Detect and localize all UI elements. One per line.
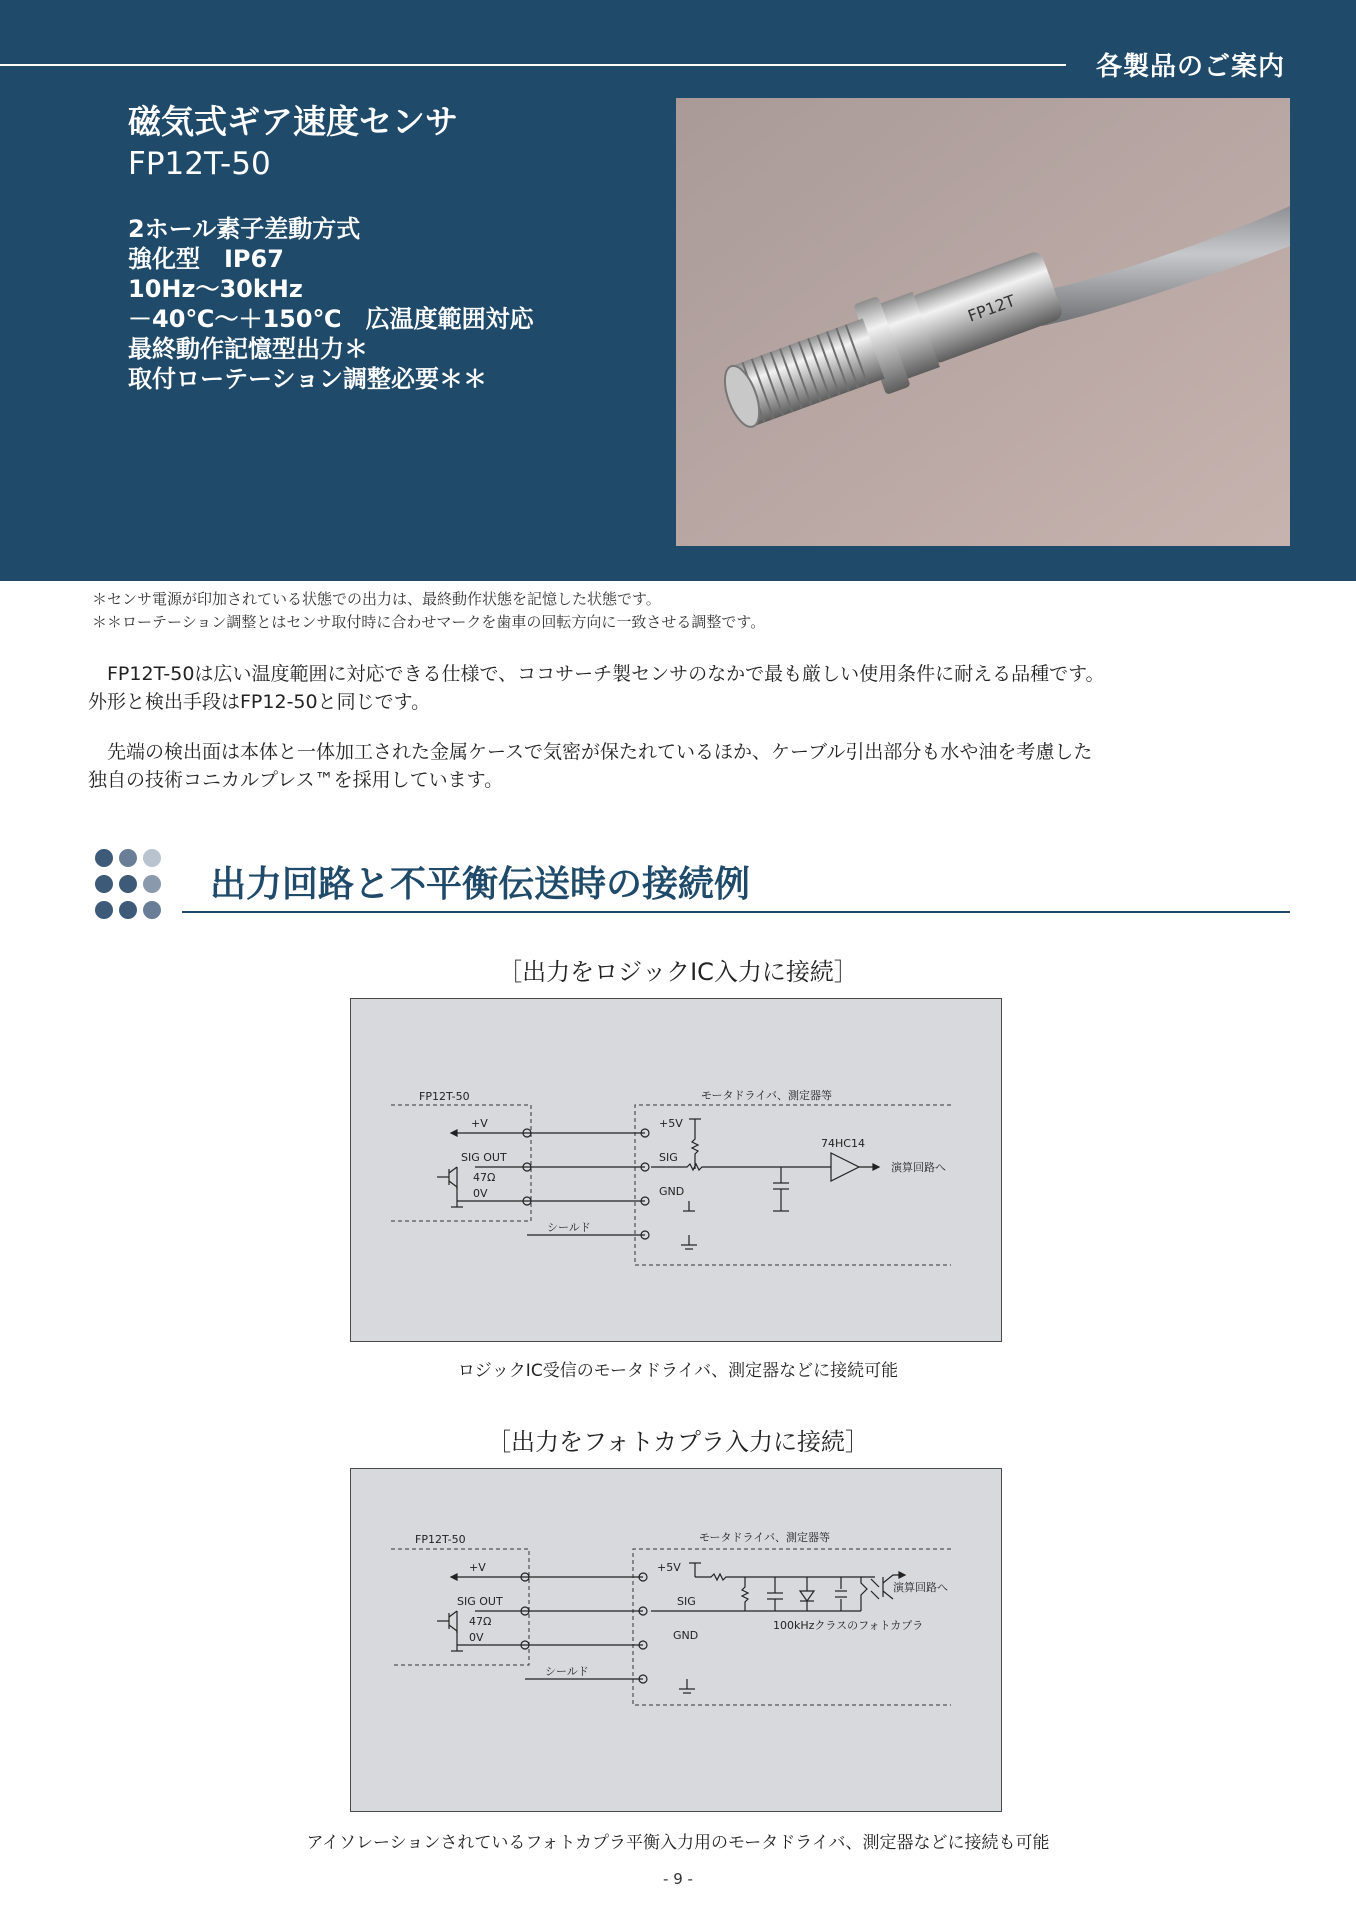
figure1-title: ［出力をロジックIC入力に接続］ <box>498 958 858 986</box>
rx-sig-label: SIG <box>677 1595 696 1608</box>
rx-5v-label: +5V <box>659 1117 683 1130</box>
driver-label: モータドライバ、測定器等 <box>701 1089 833 1102</box>
paragraph-line: 先端の検出面は本体と一体加工された金属ケースで気密が保たれているほか、ケーブル引出部分も水や油を考慮した <box>88 741 1093 763</box>
feature-list <box>128 214 534 394</box>
resistor-label: 47Ω <box>473 1171 496 1184</box>
feature-item: 取付ローテーション調整必要＊＊ <box>128 365 488 393</box>
footnotes <box>92 588 765 634</box>
feature-item: 10Hz〜30kHz <box>128 275 303 303</box>
section-label: 各製品のご案内 <box>1096 52 1286 82</box>
heading-rule <box>182 911 1290 913</box>
rx-gnd-label: GND <box>673 1629 699 1642</box>
rx-sig-label: SIG <box>659 1151 678 1164</box>
pin-v-label: +V <box>469 1561 486 1574</box>
figure2-circuit <box>350 1468 1002 1812</box>
sensor-label: FP12T-50 <box>419 1090 470 1103</box>
figure2-caption: アイソレーションされているフォトカプラ平衡入力用のモータドライバ、測定器などに接続も可能 <box>306 1833 1050 1853</box>
pin-sig-out-label: SIG OUT <box>461 1151 507 1164</box>
paragraph-1 <box>88 660 1288 716</box>
paragraph-line: 独自の技術コニカルプレス™を採用しています。 <box>88 769 504 791</box>
shield-label: シールド <box>547 1221 591 1234</box>
feature-item: 2ホール素子差動方式 <box>128 215 361 243</box>
product-model: FP12T-50 <box>128 146 271 182</box>
paragraph-line: FP12T-50は広い温度範囲に対応できる仕様で、ココサーチ製センサのなかで最も厳しい使用条件に耐える品種です。 <box>88 663 1105 685</box>
feature-item: －40℃〜＋150℃ 広温度範囲対応 <box>128 305 534 333</box>
photo-label: FP12T <box>965 290 1018 326</box>
section-heading: 出力回路と不平衡伝送時の接続例 <box>210 864 751 905</box>
hero-banner <box>0 0 1356 581</box>
figure1-circuit <box>350 998 1002 1342</box>
pin-0v-label: 0V <box>469 1631 484 1644</box>
paragraph-line: 外形と検出手段はFP12-50と同じです。 <box>88 691 431 713</box>
pin-v-label: +V <box>471 1117 488 1130</box>
pin-sig-out-label: SIG OUT <box>457 1595 503 1608</box>
output-label: 演算回路へ <box>891 1161 946 1174</box>
rx-5v-label: +5V <box>657 1561 681 1574</box>
page-number: - 9 - <box>663 1870 693 1888</box>
figure1-caption: ロジックIC受信のモータドライバ、測定器などに接続可能 <box>457 1361 899 1381</box>
rx-gnd-label: GND <box>659 1185 685 1198</box>
shield-label: シールド <box>545 1665 589 1678</box>
product-title: 磁気式ギア速度センサ <box>128 102 458 141</box>
pin-0v-label: 0V <box>473 1187 488 1200</box>
ic-label: 74HC14 <box>821 1137 865 1150</box>
output-label: 演算回路へ <box>893 1581 948 1594</box>
product-photo <box>676 98 1290 546</box>
driver-label: モータドライバ、測定器等 <box>699 1531 831 1544</box>
sensor-label: FP12T-50 <box>415 1533 466 1546</box>
footnote: ＊センサ電源が印加されている状態での出力は、最終動作状態を記憶した状態です。 <box>92 590 661 608</box>
figure2-title: ［出力をフォトカプラ入力に接続］ <box>486 1428 870 1456</box>
footnote: ＊＊ローテーション調整とはセンサ取付時に合わせマークを歯車の回転方向に一致させる調整です。 <box>92 613 766 631</box>
paragraph-2 <box>88 738 1288 794</box>
feature-item: 強化型 IP67 <box>128 245 284 273</box>
feature-item: 最終動作記憶型出力＊ <box>128 335 368 363</box>
header-rule <box>0 64 1066 66</box>
heading-dots-icon <box>94 848 174 920</box>
resistor-label: 47Ω <box>469 1615 492 1628</box>
coupler-label: 100kHzクラスのフォトカプラ <box>773 1619 924 1632</box>
